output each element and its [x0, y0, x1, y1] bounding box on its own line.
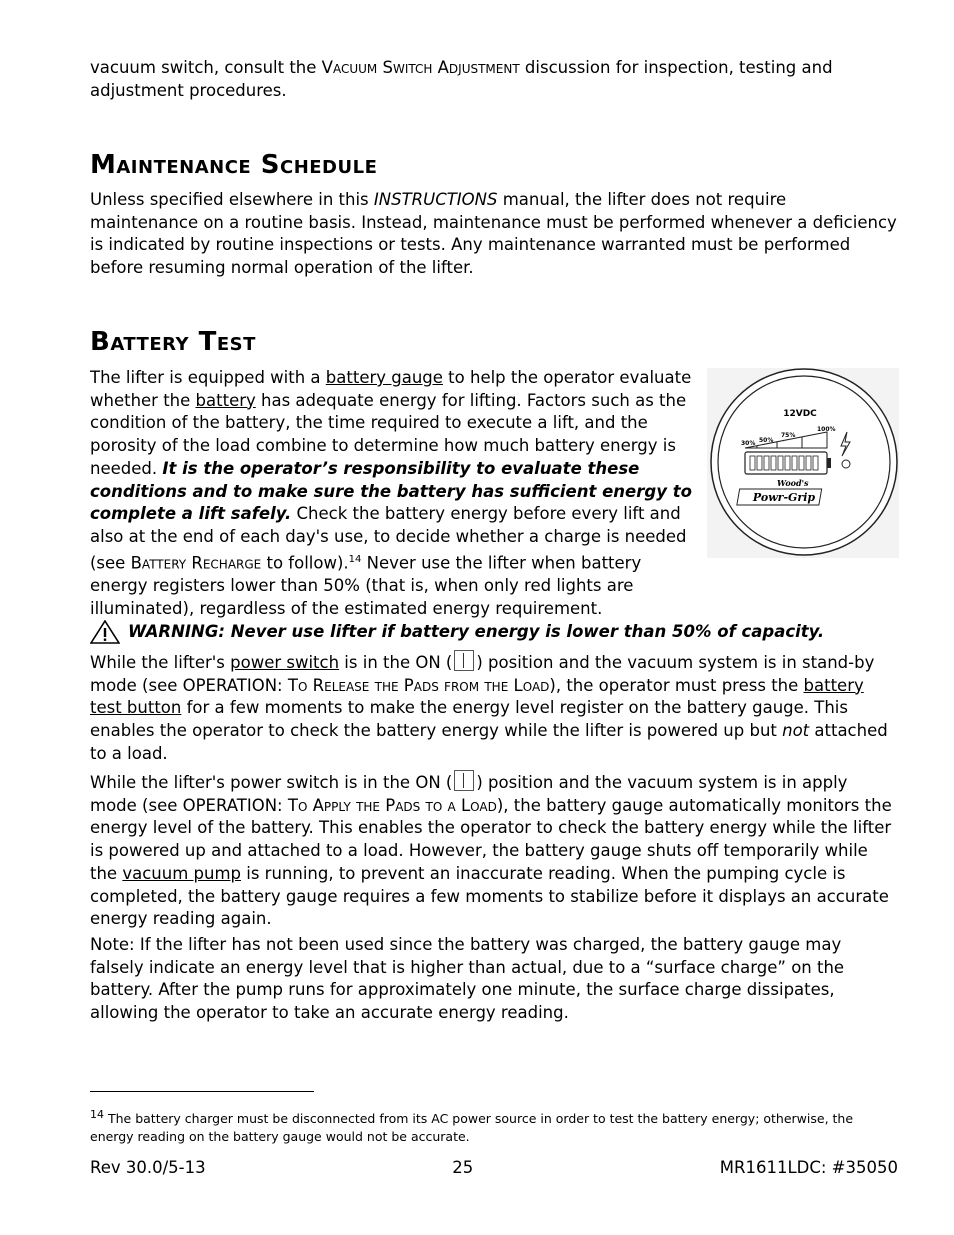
apply-pads-ref: To Apply the Pads to a Load — [287, 795, 497, 815]
gauge-brand-top: Wood's — [777, 478, 809, 488]
vacuum-switch-adjustment-ref: Vacuum Switch Adjustment — [321, 58, 520, 77]
battery-test-paragraph-1: The lifter is equipped with a battery gauge to help the operator evaluate whether the battery has adequate energy for lifting. Factors such as the condition of the battery, the time required to execute a lift, and the porosity of the load combine to determine how much battery energy is needed. It is the operator’s responsibility to evaluate these conditions and to make sure the battery has sufficient energy to complete a lift safely. Check the battery energy before every lift and also at the end of each day's use, to decide whether a charge is needed (see Battery Recharge to follow).$^{14}$ Never use the lifter when battery energy registers lower than 50% (that is, when only red lights are illuminated), regardless of the estimated energy requirement. — [90, 368, 692, 618]
battery-test-note: Note: If the lifter has not been used since the battery was charged, the battery gauge may falsely indicate an energy level that is higher than actual, due to a “surface charge” on the battery. After the pump runs for approximately one minute, the surface charge dissipates, allowing the operator to take an accurate energy reading. — [90, 935, 845, 1023]
warning-icon — [90, 620, 120, 644]
intro-paragraph: vacuum switch, consult the Vacuum Switch Adjustment discussion for inspection, testing and adjustment procedures. — [90, 58, 833, 100]
on-symbol-icon — [454, 770, 474, 791]
gauge-brand-main: Powr-Grip — [752, 491, 816, 504]
document-number: MR1611LDC: #35050 — [719, 1158, 898, 1177]
battery-gauge-image — [707, 368, 899, 558]
battery-gauge-link[interactable]: battery gauge — [325, 368, 443, 387]
operator-responsibility-text: It is the operator’s responsibility to evaluate these conditions and to make sure the battery has sufficient energy to complete a lift safely. — [90, 458, 692, 524]
battery-test-heading: Battery Test — [90, 327, 256, 357]
footnote-rule — [90, 1091, 314, 1092]
page-number: 25 — [452, 1158, 474, 1177]
maintenance-paragraph: Unless specified elsewhere in this INSTRUCTIONS manual, the lifter does not require maintenance on a routine basis. Instead, maintenance must be performed whenever a deficiency is indicated by routine inspections or tests. Any maintenance warranted must be performed before resuming normal operation of the lifter. — [90, 190, 897, 278]
gauge-30-label: 30% — [741, 440, 756, 447]
gauge-voltage-label: 12VDC — [783, 409, 817, 419]
revision-label: Rev 30.0/5-13 — [90, 1158, 206, 1177]
power-switch-link[interactable]: power switch — [230, 653, 340, 672]
footnote: $^{14}$ The battery charger must be disconnected from its AC power source in order to test the battery energy; otherwise, the energy reading on the battery gauge would not be accurate. — [90, 1108, 854, 1145]
battery-recharge-ref: Battery Recharge — [130, 553, 262, 573]
footnote-ref-14: 14 — [348, 553, 362, 565]
on-symbol-icon — [454, 650, 474, 671]
battery-test-paragraph-3: While the lifter's power switch is in the ON ( ) position and the vacuum system is in apply mode (see OPERATION: To Apply the Pads to a Load), the battery gauge automatically monitors the energy level of the battery. This enables the operator to check the battery energy while the lifter is powered up and attached to a load. However, the battery gauge shuts off temporarily while the vacuum pump is running, to prevent an inaccurate reading. When the pumping cycle is completed, the battery gauge requires a few moments to stabilize before it displays an accurate energy reading again. — [90, 770, 898, 931]
maintenance-heading: Maintenance Schedule — [90, 150, 378, 180]
battery-test-button-link[interactable]: battery test button — [90, 675, 864, 718]
battery-test-paragraph-2: While the lifter's power switch is in the ON ( ) position and the vacuum system is in stand-by mode (see OPERATION: To Release the Pads from the Load), the operator must press the battery test button for a few moments to make the energy level register on the battery gauge. This enables the operator to check the battery energy while the lifter is powered up but not attached to a load. — [90, 650, 898, 766]
battery-link[interactable]: battery — [195, 390, 256, 410]
battery-test-intro-narrow — [90, 367, 702, 620]
page-footer — [90, 1158, 898, 1177]
warning-row — [90, 620, 898, 644]
warning-text: WARNING: Never use lifter if battery energy is lower than 50% of capacity. — [128, 621, 825, 641]
gauge-100-label: 100% — [817, 426, 836, 433]
release-pads-ref: To Release the Pads from the Load — [287, 675, 550, 695]
gauge-50-label: 50% — [759, 437, 774, 444]
gauge-75-label: 75% — [781, 432, 796, 439]
vacuum-pump-link[interactable]: vacuum pump — [122, 863, 241, 883]
